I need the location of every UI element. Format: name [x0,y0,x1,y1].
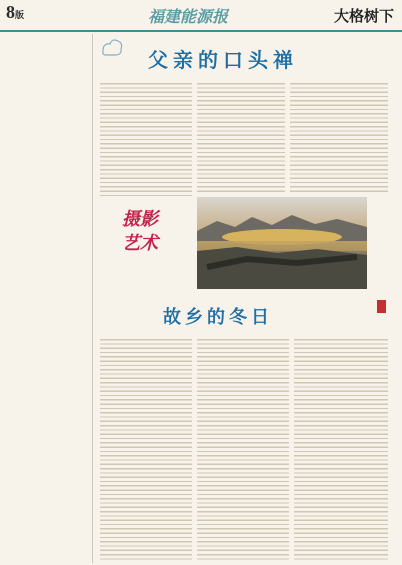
cloud-ornament-icon [100,37,124,59]
article-text-block [197,336,289,560]
masthead-brand: 福建能源报 [148,7,229,26]
article-text-block [290,80,388,194]
article-text-block [197,80,285,194]
poetry-column [6,36,90,561]
article-title: 故乡的冬日 [163,307,273,328]
page-header [0,0,402,32]
photographer-seal [377,300,386,313]
article-text-block [100,336,192,560]
photo-section-label: 摄影艺术 [122,209,158,254]
section-title: 大格树下 [333,7,394,25]
column-divider [92,34,93,563]
article-text-block [100,80,192,198]
page-number: 8版 [6,2,25,22]
landscape-photo [197,197,367,289]
article-title: 父亲的口头禅 [148,48,298,72]
article-text-block [294,336,388,560]
sunset-lake-image [197,197,367,289]
